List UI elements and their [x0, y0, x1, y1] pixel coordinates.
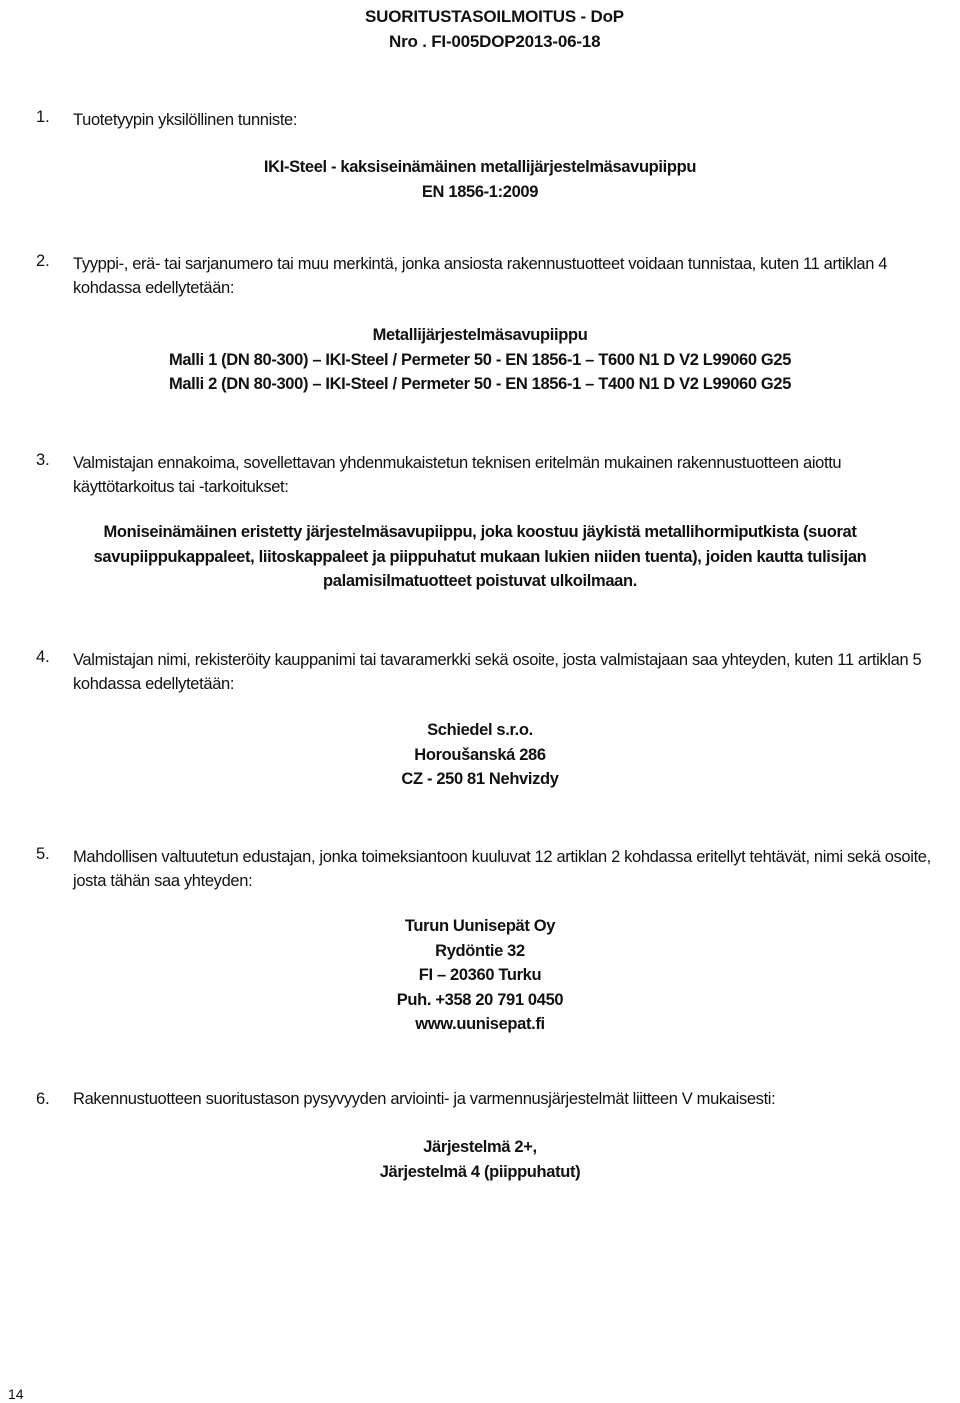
manufacturer-city: CZ - 250 81 Nehvizdy	[401, 770, 559, 788]
section-3-line-1: Moniseinämäinen eristetty järjestelmäsavupiippu, joka koostuu jäykistä metallihormiputkista (suorat	[103, 523, 857, 541]
section-5-text: Mahdollisen valtuutetun edustajan, jonka toimeksiantoon kuuluvat 12 artiklan 2 kohdassa eritellyt tehtävät, nimi sekä osoite, josta tähän saa yhteyden:	[73, 848, 931, 890]
section-6-text: Rakennustuotteen suoritustason pysyvyyden arviointi- ja varmennusjärjestelmät liitteen V mukaisesti:	[73, 1090, 776, 1108]
section-6-number: 6.	[36, 1090, 50, 1108]
section-1-text: Tuotetyypin yksilöllinen tunniste:	[73, 111, 298, 129]
section-2-text: Tyyppi-, erä- tai sarjanumero tai muu merkintä, jonka ansiosta rakennustuotteet voidaan tunnistaa, kuten 11 artiklan 4 kohdassa edellytetään:	[73, 255, 888, 297]
section-4-text: Valmistajan nimi, rekisteröity kauppanimi tai tavaramerkki sekä osoite, josta valmistajaan saa yhteyden, kuten 11 artiklan 5 kohdassa edellytetään:	[73, 651, 922, 693]
section-3-line-2: savupiippukappaleet, liitoskappaleet ja piippuhatut mukaan lukien niiden tuenta), joiden kautta tulisijan	[93, 547, 867, 566]
section-1-line-1: IKI-Steel - kaksiseinämäinen metallijärjestelmäsavupiippu	[263, 158, 697, 176]
section-2-details	[0, 323, 960, 397]
system-line-1: Järjestelmä 2+,	[423, 1138, 537, 1156]
section-5-number: 5.	[36, 845, 50, 863]
system-line-2: Järjestelmä 4 (piippuhatut)	[379, 1162, 581, 1181]
section-2-line-3: Malli 2 (DN 80-300) – IKI-Steel / Permeter 50 - EN 1856-1 – T400 N1 D V2 L99060 G25	[168, 375, 792, 393]
page-number: 14	[8, 1386, 24, 1402]
representative-city: FI – 20360 Turku	[418, 966, 542, 984]
section-3-text: Valmistajan ennakoima, sovellettavan yhdenmukaistetun teknisen eritelmän mukainen rakennustuotteen aiottu käyttötarkoitus tai -tarkoitukset:	[73, 454, 842, 496]
representative-street: Rydöntie 32	[435, 941, 525, 960]
representative-name: Turun Uunisepät Oy	[404, 917, 556, 935]
section-2-number: 2.	[36, 252, 50, 270]
section-3-line-3: palamisilmatuotteet poistuvat ulkoilmaan.	[323, 572, 637, 590]
section-4-details	[0, 718, 960, 792]
section-3-number: 3.	[36, 451, 50, 469]
section-2-line-1: Metallijärjestelmäsavupiippu	[372, 326, 588, 344]
section-3-details	[0, 520, 960, 594]
document-number: Nro . FI-005DOP2013-06-18	[389, 32, 601, 51]
section-6-details	[0, 1135, 960, 1184]
section-1-details	[0, 155, 960, 204]
representative-phone: Puh. +358 20 791 0450	[396, 990, 564, 1009]
section-5-details	[0, 914, 960, 1037]
manufacturer-street: Horoušanská 286	[414, 745, 546, 764]
section-2-line-2: Malli 1 (DN 80-300) – IKI-Steel / Permeter 50 - EN 1856-1 – T600 N1 D V2 L99060 G25	[168, 350, 792, 369]
document-title: SUORITUSTASOILMOITUS - DoP	[365, 7, 624, 26]
representative-website: www.uunisepat.fi	[415, 1015, 545, 1033]
section-4-number: 4.	[36, 648, 50, 666]
manufacturer-name: Schiedel s.r.o.	[427, 721, 533, 739]
section-1-line-2: EN 1856-1:2009	[421, 182, 539, 201]
section-1-number: 1.	[36, 108, 50, 126]
